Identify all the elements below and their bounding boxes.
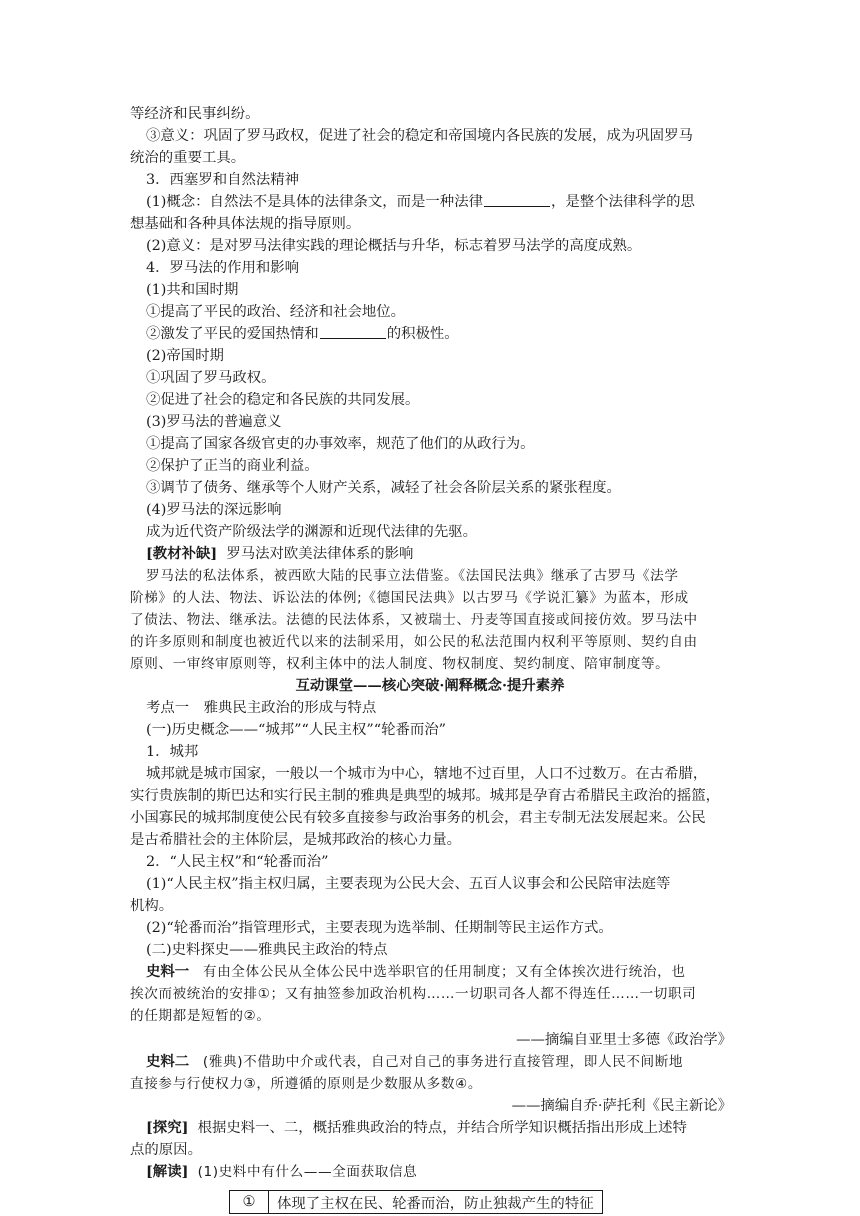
text-line: 阶梯》的人法、物法、诉讼法的体例;《德国民法典》以古罗马《学说汇纂》为蓝本，形成 (130, 590, 689, 606)
text-line: 成为近代资产阶级法学的渊源和近现代法律的先驱。 (146, 524, 477, 540)
text-line: 挨次而被统治的安排①；又有抽签参加政治机构……一切职司各人都不得连任……一切职司 (130, 986, 697, 1002)
text-line: ①巩固了罗马政权。 (146, 370, 276, 386)
text-line: 罗马法的私法体系，被西欧大陆的民事立法借鉴。《法国民法典》继承了古罗马《法学 (146, 568, 679, 584)
text-line (146, 1118, 687, 1138)
text-line (146, 962, 686, 982)
text-line: (1)“人民主权”指主权归属，主要表现为公民大会、五百人议事会和公民陪审法庭等 (146, 876, 671, 892)
table-cell-number: ① (230, 1191, 269, 1214)
text-line: ③意义：巩固了罗马政权，促进了社会的稳定和帝国境内各民族的发展，成为巩固罗马 (146, 128, 693, 144)
text-line: 小国寡民的城邦制度使公民有较多直接参与政治事务的机会，君主专制无法发展起来。公民 (130, 810, 706, 826)
table-cell-text: 体现了主权在民、轮番而治，防止独裁产生的特征 (269, 1191, 603, 1214)
text-line: (3)罗马法的普遍意义 (146, 414, 282, 430)
fill-blank (320, 324, 386, 339)
text-line (146, 192, 695, 212)
text-line: 点的原因。 (130, 1142, 202, 1158)
text-segment: 罗马法对欧美法律体系的影响 (226, 546, 414, 562)
text-line: (4)罗马法的深远影响 (146, 502, 282, 518)
text-line: (二)史料探史——雅典民主政治的特点 (146, 942, 388, 958)
text-line: ②促进了社会的稳定和各民族的共同发展。 (146, 392, 420, 408)
text-line: 是古希腊社会的主体阶层，是城邦政治的核心力量。 (130, 832, 461, 848)
section-tag: [探究] (146, 1119, 189, 1136)
text-line: 的任期都是短暂的②。 (130, 1008, 271, 1024)
table-row (230, 1191, 603, 1214)
text-line: 1．城邦 (146, 744, 199, 760)
text-line (146, 324, 459, 344)
section-heading: 考点一 雅典民主政治的形成与特点 (146, 700, 377, 716)
text-line: 机构。 (130, 898, 174, 914)
text-line (146, 1052, 683, 1072)
text-line: (2)意义：是对罗马法律实践的理论概括与升华，标志着罗马法学的高度成熟。 (146, 238, 642, 254)
text-line: 了债法、物法、继承法。法德的民法体系，又被瑞士、丹麦等国直接或间接仿效。罗马法中 (130, 612, 698, 628)
citation: ——摘编自亚里士多德《政治学》 (516, 1032, 732, 1048)
text-line: 直接参与行使权力③，所遵循的原则是少数服从多数④。 (130, 1076, 483, 1092)
text-line (146, 544, 413, 564)
text-line: (2)“轮番而治”指管理形式，主要表现为选举制、任期制等民主运作方式。 (146, 920, 613, 936)
text-line: 等经济和民事纠纷。 (130, 106, 260, 122)
text-segment: (1)概念：自然法不是具体的法律条文，而是一种法律 (146, 194, 483, 210)
text-line (146, 1162, 417, 1182)
text-line: 统治的重要工具。 (130, 150, 246, 166)
interpretation-table (229, 1190, 603, 1214)
text-line: 2．“人民主权”和“轮番而治” (146, 854, 329, 870)
text-line: ②保护了正当的商业利益。 (146, 458, 319, 474)
section-heading: 4．罗马法的作用和影响 (146, 260, 300, 276)
citation: ——摘编自乔·萨托利《民主新论》 (511, 1098, 732, 1114)
text-segment: (雅典)不借助中介或代表，自己对自己的事务进行直接管理，即人民不间断地 (202, 1054, 684, 1070)
text-line: 实行贵族制的斯巴达和实行民主制的雅典是典型的城邦。城邦是孕育古希腊民主政治的摇篮， (130, 788, 721, 804)
fill-blank (484, 192, 550, 207)
section-tag: [解读] (146, 1163, 189, 1180)
section-heading: 3．西塞罗和自然法精神 (146, 172, 300, 188)
text-line: 城邦就是城市国家，一般以一个城市为中心，辖地不过百里，人口不过数万。在古希腊， (146, 766, 708, 782)
text-segment: ，是整个法律科学的思 (550, 194, 695, 210)
text-segment: 根据史料一、二，概括雅典政治的特点，并结合所学知识概括指出形成上述特 (197, 1120, 687, 1136)
text-segment: 有由全体公民从全体公民中选举职官的任用制度；又有全体挨次进行统治，也 (202, 964, 686, 980)
text-line: ①提高了国家各级官吏的办事效率，规范了他们的从政行为。 (146, 436, 535, 452)
text-line: (1)共和国时期 (146, 282, 239, 298)
section-tag: [教材补缺] (146, 545, 218, 562)
text-segment: 的积极性。 (386, 326, 459, 342)
source-label: 史料二 (146, 1053, 190, 1070)
text-line: (一)历史概念——“城邦”“人民主权”“轮番而治” (146, 722, 447, 738)
text-line: 的许多原则和制度也被近代以来的法制采用，如公民的私法范围内权利平等原则、契约自由 (130, 634, 698, 650)
text-line: 想基础和各种具体法规的指导原则。 (130, 216, 361, 232)
text-line: 原则、一审终审原则等，权利主体中的法人制度、物权制度、契约制度、陪审制度等。 (130, 656, 670, 672)
text-segment: (1)史料中有什么——全面获取信息 (197, 1164, 418, 1180)
text-segment: ②激发了平民的爱国热情和 (146, 326, 319, 342)
source-label: 史料一 (146, 963, 190, 980)
text-line: ①提高了平民的政治、经济和社会地位。 (146, 304, 406, 320)
text-line: ③调节了债务、继承等个人财产关系，减轻了社会各阶层关系的紧张程度。 (146, 480, 621, 496)
section-title: 互动课堂——核心突破·阐释概念·提升素养 (295, 677, 565, 694)
text-line: (2)帝国时期 (146, 348, 224, 364)
